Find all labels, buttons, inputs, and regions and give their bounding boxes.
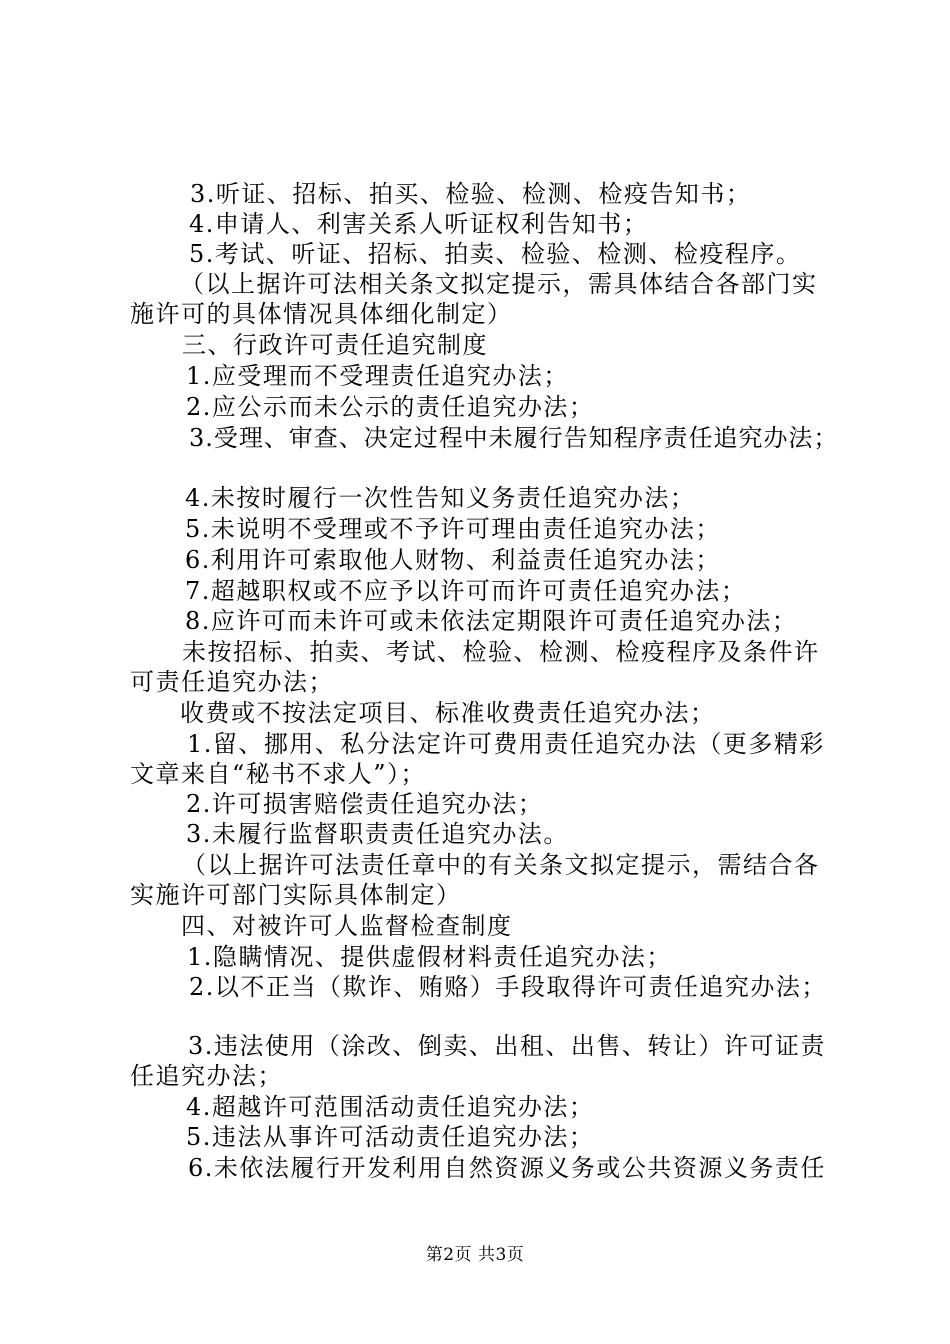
text-line: 可责任追究办法； bbox=[130, 668, 334, 696]
text-line: 2.许可损害赔偿责任追究办法； bbox=[186, 790, 544, 818]
text-line: （以上据许可法相关条文拟定提示，需具体结合各部门实 bbox=[180, 270, 818, 298]
text-line: 8.应许可而未许可或未依法定期限许可责任追究办法； bbox=[185, 607, 798, 635]
text-line: 2.应公示而未公示的责任追究办法； bbox=[186, 393, 595, 421]
text-line: 1.应受理而不受理责任追究办法； bbox=[186, 362, 569, 390]
text-line: 收费或不按法定项目、标准收费责任追究办法； bbox=[180, 699, 716, 727]
text-line: 3.听证、招标、拍买、检验、检测、检疫告知书； bbox=[190, 180, 752, 208]
text-line: 5.考试、听证、招标、拍卖、检验、检测、检疫程序。 bbox=[189, 240, 802, 268]
text-line: 2.以不正当（欺诈、贿赂）手段取得许可责任追究办法； bbox=[189, 973, 827, 1001]
text-line: 5.违法从事许可活动责任追究办法； bbox=[186, 1123, 595, 1151]
text-line: 5.未说明不受理或不予许可理由责任追究办法； bbox=[185, 515, 721, 543]
text-line: 任追究办法； bbox=[130, 1062, 283, 1090]
text-line: 3.受理、审查、决定过程中未履行告知程序责任追究办法； bbox=[189, 424, 839, 452]
text-line: 文章来自“秘书不求人”）； bbox=[130, 760, 427, 788]
text-line: 6.未依法履行开发利用自然资源义务或公共资源义务责任 bbox=[188, 1154, 826, 1182]
text-line: 1.隐瞒情况、提供虚假材料责任追究办法； bbox=[187, 943, 672, 971]
text-line: 实施许可部门实际具体制定） bbox=[130, 881, 462, 909]
page-number-footer: 第2页 共3页 bbox=[425, 1245, 525, 1265]
section-heading: 四、对被许可人监督检查制度 bbox=[181, 912, 513, 940]
text-line: 7.超越职权或不应予以许可而许可责任追究办法； bbox=[185, 577, 747, 605]
text-line: 4.未按时履行一次性告知义务责任追究办法； bbox=[185, 484, 696, 512]
text-line: 3.未履行监督职责责任追究办法。 bbox=[186, 820, 569, 848]
text-line: 3.违法使用（涂改、倒卖、出租、出售、转让）许可证责 bbox=[188, 1032, 826, 1060]
text-line: 6.利用许可索取他人财物、利益责任追究办法； bbox=[185, 546, 721, 574]
section-heading: 三、行政许可责任追究制度 bbox=[182, 331, 488, 359]
text-line: 施许可的具体情况具体细化制定） bbox=[130, 300, 513, 328]
text-line: 1.留、挪用、私分法定许可费用责任追究办法（更多精彩 bbox=[187, 730, 825, 758]
text-line: 4.申请人、利害关系人听证权利告知书； bbox=[189, 210, 649, 238]
text-line: 4.超越许可范围活动责任追究办法； bbox=[186, 1093, 595, 1121]
text-line: （以上据许可法责任章中的有关条文拟定提示，需结合各 bbox=[182, 851, 820, 879]
text-line: 未按招标、拍卖、考试、检验、检测、检疫程序及条件许 bbox=[182, 638, 820, 666]
